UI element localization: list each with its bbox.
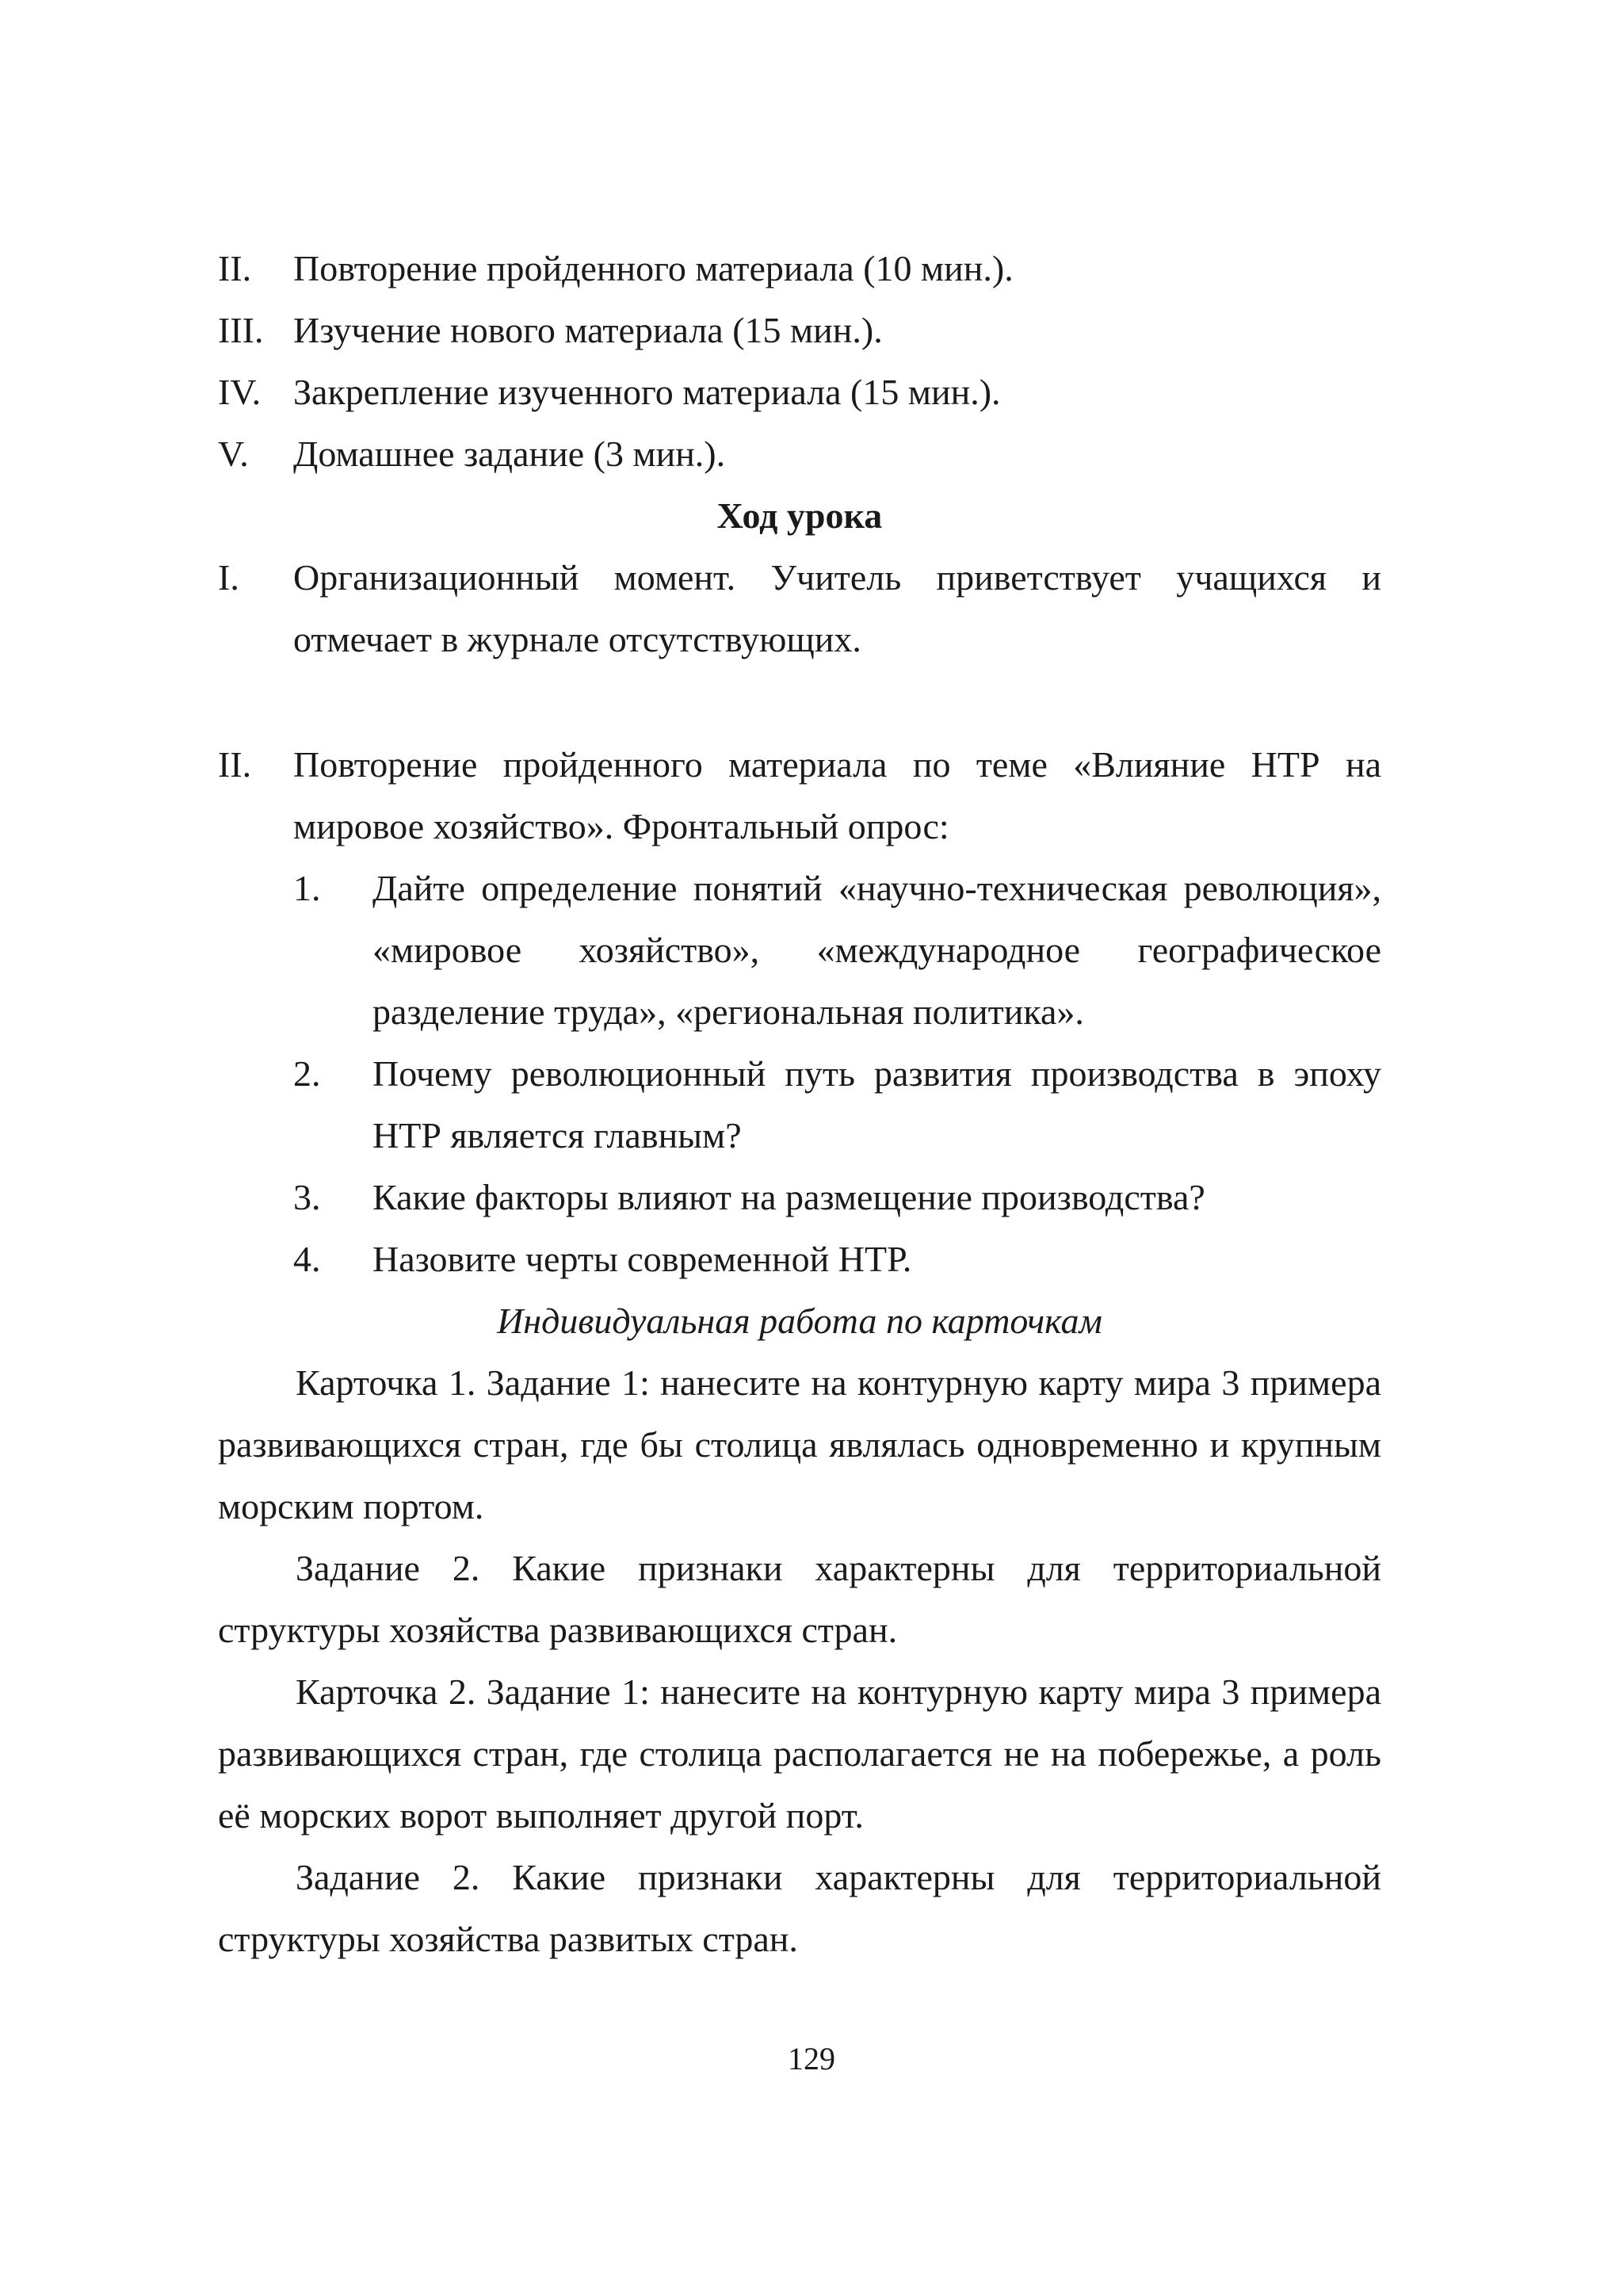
individual-work-heading: Индивидуальная работа по карточкам	[497, 1301, 1102, 1341]
section-organizational	[218, 547, 1381, 670]
question-number: 2.	[293, 1053, 321, 1094]
plan-item	[218, 238, 1381, 300]
section-number: II.	[218, 744, 252, 785]
section-number: I.	[218, 557, 239, 598]
question-item	[293, 1228, 1381, 1290]
question-item	[293, 1167, 1381, 1228]
question-item	[293, 858, 1381, 1043]
section-text: Организационный момент. Учитель приветствует учащихся и отмечает в журнале отсутствующих.	[293, 557, 1381, 659]
page-content	[218, 238, 1381, 1970]
card-paragraph: Задание 2. Какие признаки характерны для территориальной структуры хозяйства развитых стран.	[218, 1857, 1381, 1959]
section-review	[218, 734, 1381, 1290]
spacer	[218, 670, 1381, 734]
section-text: Повторение пройденного материала по теме «Влияние НТР на мировое хозяйство». Фронтальный опрос:	[293, 744, 1381, 846]
question-number: 3.	[293, 1177, 321, 1217]
plan-item	[218, 423, 1381, 485]
card-paragraph: Карточка 1. Задание 1: нанесите на контурную карту мира 3 примера развивающихся стран, где бы столица являлась одновременно и крупным морским портом.	[218, 1362, 1381, 1526]
question-number: 1.	[293, 868, 321, 908]
question-text: Почему революционный путь развития производства в эпоху НТР является главным?	[372, 1053, 1381, 1156]
question-list	[293, 858, 1381, 1290]
plan-item-number: III.	[218, 310, 264, 350]
lesson-heading: Ход урока	[716, 495, 883, 536]
plan-item-number: IV.	[218, 372, 262, 412]
card-paragraph: Карточка 2. Задание 1: нанесите на контурную карту мира 3 примера развивающихся стран, где столица располагается не на побережье, а роль её морских ворот выполняет другой порт.	[218, 1671, 1381, 1836]
plan-item-text: Закрепление изученного материала (15 мин.).	[293, 372, 1001, 412]
plan-item	[218, 361, 1381, 423]
question-text: Дайте определение понятий «научно-техническая революция», «мировое хозяйство», «международное географическое разделение труда», «региональная политика».	[372, 868, 1381, 1032]
question-text: Какие факторы влияют на размещение производства?	[372, 1177, 1205, 1217]
question-number: 4.	[293, 1239, 321, 1279]
plan-item-text: Домашнее задание (3 мин.).	[293, 434, 726, 474]
plan-item-number: II.	[218, 248, 252, 288]
question-item	[293, 1043, 1381, 1167]
plan-item-number: V.	[218, 434, 249, 474]
question-text: Назовите черты современной НТР.	[372, 1239, 912, 1279]
page-number: 129	[788, 2041, 835, 2076]
plan-item	[218, 300, 1381, 361]
plan-item-text: Повторение пройденного материала (10 мин.).	[293, 248, 1014, 288]
plan-item-text: Изучение нового материала (15 мин.).	[293, 310, 883, 350]
section-body	[293, 734, 1381, 1290]
lesson-plan-list	[218, 238, 1381, 485]
card-paragraph: Задание 2. Какие признаки характерны для территориальной структуры хозяйства развивающихся стран.	[218, 1548, 1381, 1650]
